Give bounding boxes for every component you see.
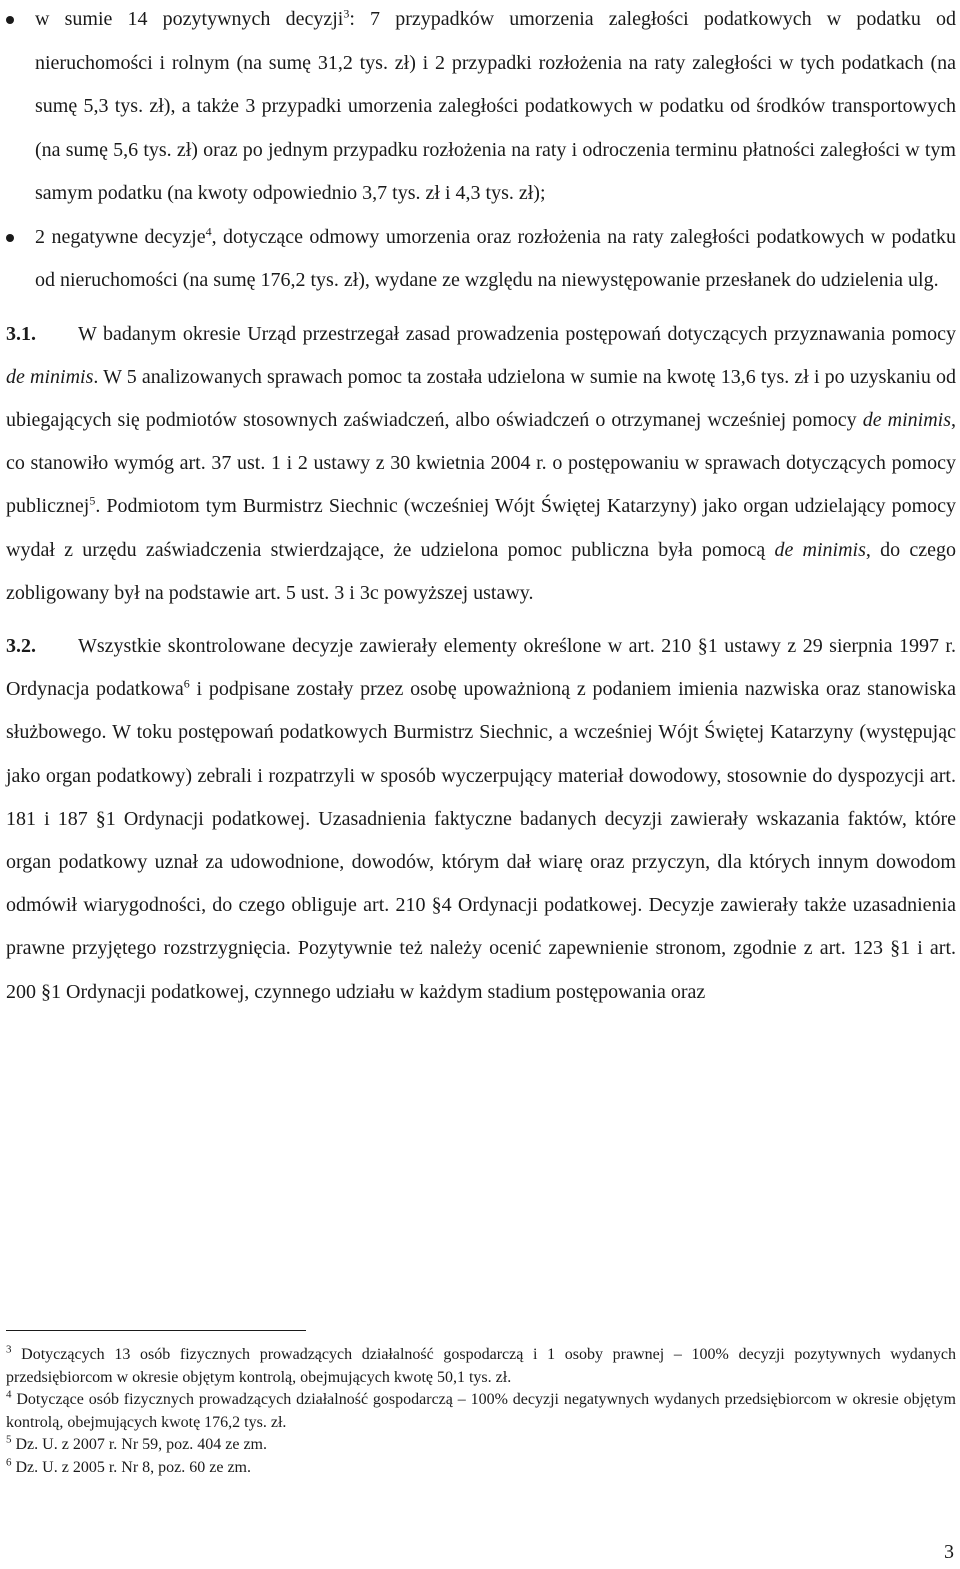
footnote-ref: 6 xyxy=(183,676,190,691)
section-text: , do czego zobligowany był na podstawie art. 5 ust. 3 i 3c powyższej ustawy. xyxy=(6,538,957,604)
footnote xyxy=(6,1434,956,1457)
list-item-text-cont: , dotyczące odmowy umorzenia oraz rozłożenia na raty zaległości podatkowych w podatku od nieruchomości (na sumę 176,2 tys. zł), wydane ze względu na niewystępowanie przesłanek do udzielenia ulg. xyxy=(35,225,956,291)
footnotes xyxy=(6,1344,956,1479)
footnote-text: Dz. U. z 2005 r. Nr 8, poz. 60 ze zm. xyxy=(11,1458,251,1476)
section-number: 3.2. xyxy=(6,634,36,657)
section-text: W badanym okresie Urząd przestrzegał zasad prowadzenia postępowań dotyczących przyznawania pomocy xyxy=(78,322,956,345)
section-3-1-paragraph xyxy=(6,313,956,615)
italic-term: de minimis xyxy=(774,538,866,561)
document-page xyxy=(6,0,957,1476)
section-text: . Podmiotom tym Burmistrz Siechnic (wcześniej Wójt Świętej Katarzyny) jako organ udzielający pomocy wydał z urzędu zaświadczenia stwierdzające, że udzielona pomoc publiczna była pomocą xyxy=(6,495,956,561)
footnote-text: Dz. U. z 2007 r. Nr 59, poz. 404 ze zm. xyxy=(11,1436,267,1453)
footnote-text: Dotyczące osób fizycznych prowadzących działalność gospodarczą – 100% decyzji negatywnych wydanych przedsiębiorcom w okresie objętym kontrolą, obejmujących kwotę 176,2 tys. zł. xyxy=(6,1391,956,1431)
footnote-ref: 4 xyxy=(205,223,212,238)
footnote-ref: 5 xyxy=(89,493,96,508)
section-text: . W 5 analizowanych sprawach pomoc ta została udzielona w sumie na kwotę 13,6 tys. zł i po uzyskaniu od ubiegających się podmiotów stosownych zaświadczeń, albo oświadczeń o otrzymanej wcześniej pomocy xyxy=(6,365,956,431)
section-number: 3.1. xyxy=(6,322,36,345)
footnote-text: Dotyczących 13 osób fizycznych prowadzących działalność gospodarczą i 1 osoby prawnej – 100% decyzji pozytywnych wydanych przedsiębiorcom w okresie objętym kontrolą, obejmujących kwotę 50,1 tys. zł. xyxy=(6,1346,956,1386)
bullet-icon xyxy=(6,16,14,24)
section-text: Wszystkie skontrolowane decyzje zawierały elementy określone w art. 210 §1 ustawy z 29 sierpnia 1997 r. Ordynacja podatkowa xyxy=(6,634,956,701)
list-item xyxy=(6,216,956,303)
section-text: i podpisane zostały przez osobę upoważnioną z podaniem imienia nazwiska oraz stanowiska służbowego. W toku postępowań podatkowych Burmistrz Siechnic, a wcześniej Wójt Świętej Katarzyny (występując jako organ podatkowy) zebrali i rozpatrzyli w sposób wyczerpujący materiał dowodowy, stosownie do dyspozycji art. 181 i 187 §1 Ordynacji podatkowej. Uzasadnienia faktyczne badanych decyzji zawierały wskazania faktów, które organ podatkowy uznał za udowodnione, dowodów, którym dał wiarę oraz przyczyn, dla których innym dowodom odmówił wiarygodności, do czego obliguje art. 210 §4 Ordynacji podatkowej. Decyzje zawierały także uzasadnienia prawne przyjętego rozstrzygnięcia. Pozytywnie też należy ocenić zapewnienie stronom, zgodnie z art. 123 §1 i art. 200 §1 Ordynacji podatkowej, czynnego udziału w każdym stadium postępowania oraz xyxy=(6,678,957,1003)
list-item-text: w sumie 14 pozytywnych decyzji xyxy=(35,8,344,30)
footnote-number: 3 xyxy=(6,1343,12,1356)
decision-list xyxy=(6,0,956,303)
italic-term: de minimis xyxy=(6,365,94,388)
footnote xyxy=(6,1344,956,1389)
footnote-ref: 3 xyxy=(343,6,350,21)
footnote xyxy=(6,1389,956,1434)
footnote-number: 5 xyxy=(6,1433,12,1446)
footnote xyxy=(6,1457,956,1480)
italic-term: de minimis xyxy=(862,408,951,431)
bullet-icon xyxy=(6,234,14,242)
list-item-text: 2 negatywne decyzje xyxy=(35,225,206,248)
list-item xyxy=(6,0,956,216)
list-item-text-cont: : 7 przypadków umorzenia zaległości podatkowych w podatku od nieruchomości i rolnym (na sumę 31,2 tys. zł) i 2 przypadki rozłożenia na raty zaległości w tych podatkach (na sumę 5,3 tys. zł), a także 3 przypadki umorzenia zaległości podatkowych w podatku od środków transportowych (na sumę 5,6 tys. zł) oraz po jednym przypadku rozłożenia na raty i odroczenia terminu płatności zaległości w tym samym podatku (na kwoty odpowiednio 3,7 tys. zł i 4,3 tys. zł); xyxy=(35,8,956,204)
footnote-number: 6 xyxy=(6,1456,12,1469)
page-number: 3 xyxy=(944,1541,954,1563)
section-3-2-paragraph xyxy=(6,625,956,1014)
footnote-divider xyxy=(6,1330,306,1331)
section-text: , co stanowiło wymóg art. 37 ust. 1 i 2 ustawy z 30 kwietnia 2004 r. o postępowaniu w sprawach dotyczących pomocy publicznej xyxy=(6,408,956,518)
footnote-number: 4 xyxy=(6,1388,12,1401)
